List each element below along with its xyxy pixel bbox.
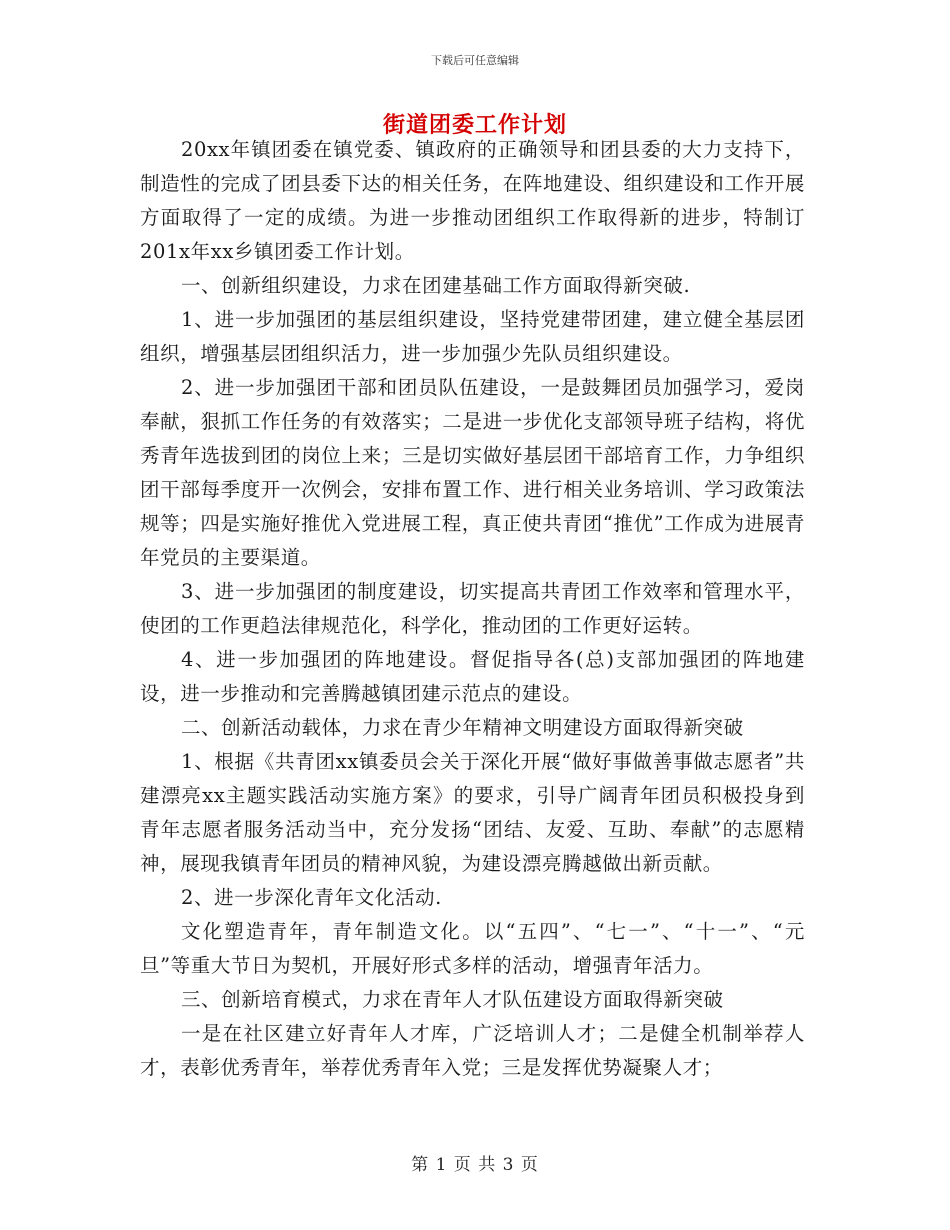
paragraph-1-1: 1、进一步加强团的基层组织建设，坚持党建带团建，建立健全基层团组织，增强基层团组织活力，进一步加强少先队员组织建设。	[140, 308, 805, 365]
section-heading-1: 一、创新组织建设，力求在团建基础工作方面取得新突破.	[180, 274, 691, 297]
paragraph-2-2: 2、进一步深化青年文化活动.	[180, 886, 442, 909]
document-title: 街道团委工作计划	[382, 112, 567, 138]
section-heading-2: 二、创新活动载体，力求在青少年精神文明建设方面取得新突破	[180, 716, 744, 739]
paragraph-2-2-detail: 文化塑造青年，青年制造文化。以“五四”、“七一”、“十一”、“元旦”等重大节日为契机，开展好形式多样的活动，增强青年活力。	[140, 920, 805, 977]
page-number: 第 1 页 共 3 页	[411, 1155, 539, 1175]
paragraph-1-3: 3、进一步加强团的制度建设，切实提高共青团工作效率和管理水平，使团的工作更趋法律规范化，科学化，推动团的工作更好运转。	[140, 580, 805, 637]
paragraph-1-4: 4、进一步加强团的阵地建设。督促指导各(总)支部加强团的阵地建设，进一步推动和完善腾越镇团建示范点的建设。	[140, 648, 805, 705]
paragraph-intro: 20xx年镇团委在镇党委、镇政府的正确领导和团县委的大力支持下，制造性的完成了团县委下达的相关任务，在阵地建设、组织建设和工作开展方面取得了一定的成绩。为进一步推动团组织工作取得新的进步，特制订201x年xx乡镇团委工作计划。	[140, 138, 805, 263]
paragraph-3-1: 一是在社区建立好青年人才库，广泛培训人才；二是健全机制举荐人才，表彰优秀青年，举荐优秀青年入党；三是发挥优势凝聚人才；	[140, 1022, 805, 1079]
page-header-note: 下载后可任意编辑	[431, 54, 519, 67]
section-heading-3: 三、创新培育模式，力求在青年人才队伍建设方面取得新突破	[180, 988, 724, 1011]
paragraph-1-2: 2、进一步加强团干部和团员队伍建设，一是鼓舞团员加强学习，爱岗奉献，狠抓工作任务的有效落实；二是进一步优化支部领导班子结构，将优秀青年选拔到团的岗位上来；三是切实做好基层团干部培育工作，力争组织团干部每季度开一次例会，安排布置工作、进行相关业务培训、学习政策法规等；四是实施好推优入党进展工程，真正使共青团“推优”工作成为进展青年党员的主要渠道。	[140, 376, 805, 569]
paragraph-2-1: 1、根据《共青团xx镇委员会关于深化开展“做好事做善事做志愿者”共建漂亮xx主题实践活动实施方案》的要求，引导广阔青年团员积极投身到青年志愿者服务活动当中，充分发扬“团结、友爱、互助、奉献”的志愿精神，展现我镇青年团员的精神风貌，为建设漂亮腾越做出新贡献。	[140, 750, 805, 875]
document-body	[140, 133, 805, 1085]
